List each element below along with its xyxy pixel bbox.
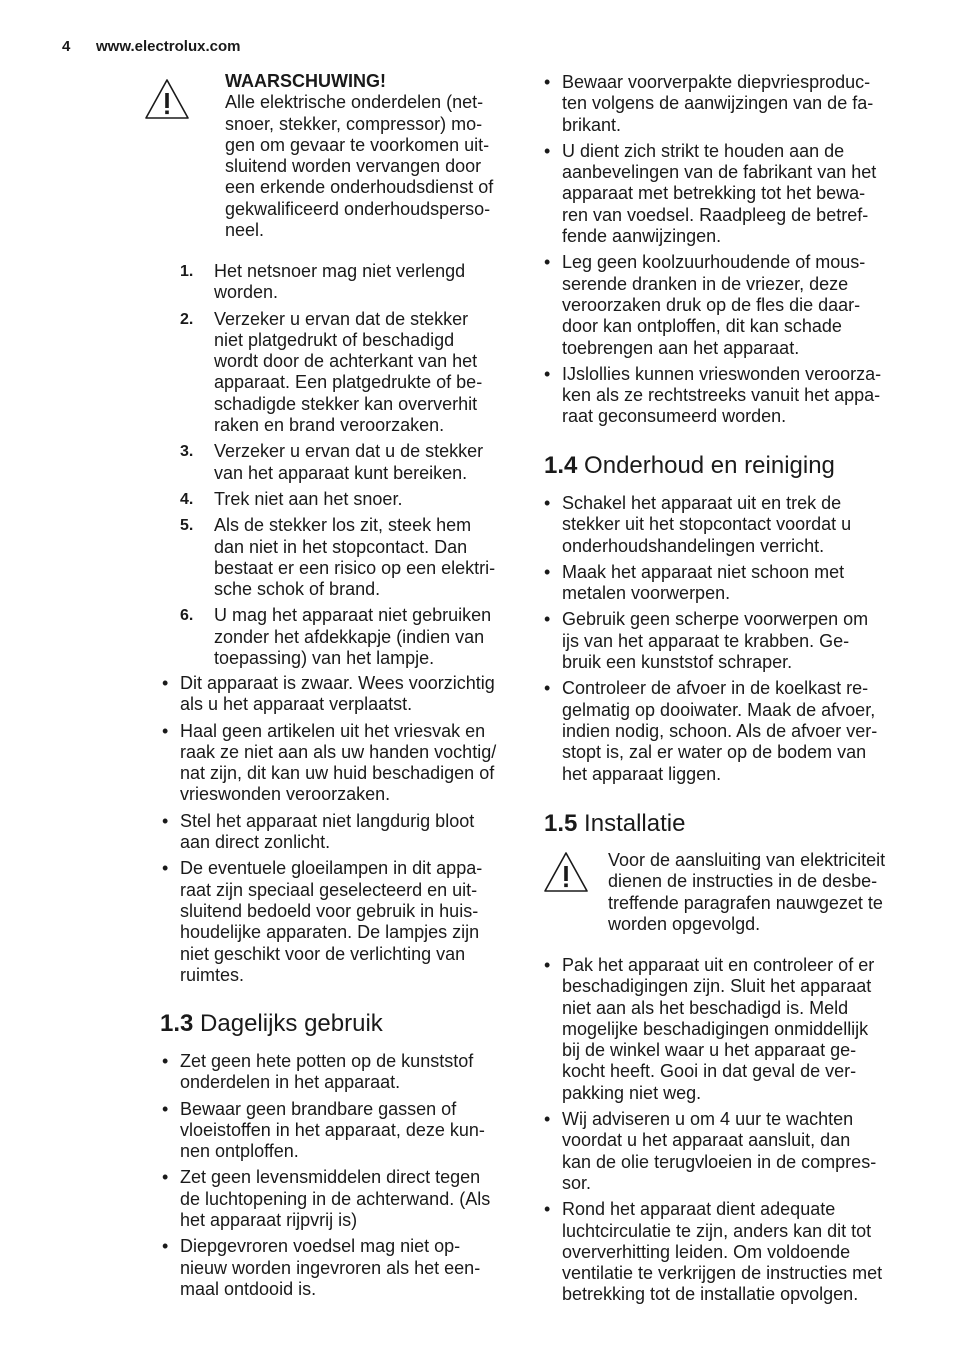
list-item: • De eventuele gloeilampen in dit appa- raat zijn speciaal geselecteerd en uit- sluitend bedoeld voor gebruik in huis- houdelijke apparaten. De lampjes zijn niet geschikt voor de verlichting van ruimtes. bbox=[158, 858, 515, 986]
site-url: www.electrolux.com bbox=[96, 38, 241, 55]
list-item: • Dit apparaat is zwaar. Wees voorzichtig als u het apparaat verplaatst. bbox=[158, 673, 515, 716]
text-line: apparaat. Een platgedrukte of be- bbox=[214, 372, 483, 393]
section-title-1-3 bbox=[160, 1010, 515, 1038]
text-line: zonder het afdekkapje (indien van bbox=[214, 626, 485, 647]
text-line: U mag het apparaat niet gebruiken bbox=[214, 605, 492, 626]
list-item: • Zet geen hete potten op de kunststof onderdelen in het apparaat. bbox=[158, 1051, 515, 1094]
text-line: De eventuele gloeilampen in dit appa- bbox=[180, 858, 483, 879]
text-line: stopt is, zal er water op de bodem van bbox=[562, 742, 867, 763]
text-line: voordat u het apparaat aansluit, dan bbox=[562, 1130, 851, 1151]
item-number: 2. bbox=[180, 310, 194, 328]
text-line: dienen de instructies in de desbe- bbox=[608, 871, 878, 892]
text-line: maal ontdooid is. bbox=[180, 1278, 317, 1299]
text-line: oververhitting leiden. Om voldoende bbox=[562, 1241, 851, 1262]
text-line: brikant. bbox=[562, 114, 622, 135]
text-line: ventilatie te verkrijgen de instructies met bbox=[562, 1263, 883, 1284]
item-number: 4. bbox=[180, 490, 194, 508]
list-item: • Rond het apparaat dient adequate luchtcirculatie te zijn, anders kan dit tot oververhitting leiden. Om voldoende ventilatie te verkrijgen de instructies met betrekking tot de installatie opvolgen. bbox=[540, 1199, 900, 1305]
text-line: worden. bbox=[214, 282, 279, 303]
list-item: • IJslollies kunnen vrieswonden veroorza- ken als ze rechtstreeks vanuit het appa- raat geconsumeerd worden. bbox=[540, 364, 900, 428]
text-line: aanbevelingen van de fabrikant van het bbox=[562, 162, 877, 183]
section-number: 1.4 bbox=[544, 452, 578, 479]
text-line: Controleer de afvoer in de koelkast re- bbox=[562, 678, 869, 699]
text-line: ken als ze rechtstreeks vanuit het appa- bbox=[562, 385, 881, 406]
item-number: 1. bbox=[180, 263, 194, 280]
section-title-1-5 bbox=[544, 810, 900, 838]
bullet-list-1-4 bbox=[540, 493, 900, 790]
text-line: Haal geen artikelen uit het vriesvak en bbox=[180, 720, 486, 741]
text-line: metalen voorwerpen. bbox=[562, 583, 731, 604]
bullet-list-1-3 bbox=[158, 1051, 515, 1305]
text-line: nat zijn, dit kan uw huid beschadigen of bbox=[180, 763, 495, 784]
page-header bbox=[62, 38, 241, 55]
item-number: 6. bbox=[180, 607, 194, 625]
list-item: • Diepgevroren voedsel mag niet op- nieuw worden ingevroren als het een- maal ontdooid is. bbox=[158, 1236, 515, 1300]
text-line: nieuw worden ingevroren als het een- bbox=[180, 1257, 481, 1278]
text-line: de luchtopening in de achterwand. (Als bbox=[180, 1188, 491, 1209]
text-line: dan niet in het stopcontact. Dan bbox=[214, 536, 468, 557]
text-line: sluitend worden vervangen door bbox=[225, 156, 482, 177]
text-line: kan de olie terugvloeien in de compres- bbox=[562, 1151, 877, 1172]
text-line: bruik een kunststof schraper. bbox=[562, 652, 793, 673]
text-line: raak ze niet aan als uw handen vochtig/ bbox=[180, 741, 497, 762]
text-line: Maak het apparaat niet schoon met bbox=[562, 561, 845, 582]
list-item bbox=[140, 309, 515, 437]
text-line: luchtcirculatie te zijn, anders kan dit tot bbox=[562, 1220, 872, 1241]
list-item: • Gebruik geen scherpe voorwerpen om ijs van het apparaat te krabben. Ge- bruik een kunststof schraper. bbox=[540, 609, 900, 673]
text-line: onderdelen in het apparaat. bbox=[180, 1072, 401, 1093]
list-item: • Schakel het apparaat uit en trek de stekker uit het stopcontact voordat u onderhoudshandelingen verricht. bbox=[540, 493, 900, 557]
list-item: • Haal geen artikelen uit het vriesvak en raak ze niet aan als uw handen vochtig/ nat zijn, dit kan uw huid beschadigen of vrieswonden veroorzaken. bbox=[158, 721, 515, 806]
text-line: Voor de aansluiting van elektriciteit bbox=[608, 850, 886, 870]
text-line: Zet geen hete potten op de kunststof bbox=[180, 1051, 474, 1071]
text-line: bij de winkel waar u het apparaat ge- bbox=[562, 1040, 857, 1061]
list-item bbox=[140, 441, 515, 484]
text-line: Het netsnoer mag niet verlengd bbox=[214, 261, 466, 281]
text-line: toepassing) van het lampje. bbox=[214, 648, 435, 669]
text-line: treffende paragrafen nauwgezet te bbox=[608, 892, 883, 913]
text-line: Schakel het apparaat uit en trek de bbox=[562, 493, 842, 513]
text-line: Alle elektrische onderdelen (net- bbox=[225, 92, 484, 113]
list-item: • Leg geen koolzuurhoudende of mous- serende dranken in de vriezer, deze veroorzaken druk op de fles die daar- door kan ontploffen, dit kan schade toebrengen aan het apparaat. bbox=[540, 252, 900, 358]
text-line: onderhoudshandelingen verricht. bbox=[562, 535, 825, 556]
text-line: Bewaar voorverpakte diepvriesproduc- bbox=[562, 72, 871, 92]
warning-triangle-icon bbox=[542, 850, 590, 894]
text-line: raken en brand veroorzaken. bbox=[214, 415, 445, 436]
bullet-list-right bbox=[540, 72, 900, 433]
list-item: • Maak het apparaat niet schoon met metalen voorwerpen. bbox=[540, 562, 900, 605]
section-number: 1.3 bbox=[160, 1010, 194, 1037]
text-line: bestaat er een risico op een elektri- bbox=[214, 557, 496, 578]
text-line: Stel het apparaat niet langdurig bloot bbox=[180, 810, 475, 831]
page-number: 4 bbox=[62, 38, 71, 55]
list-item: • Stel het apparaat niet langdurig bloot aan direct zonlicht. bbox=[158, 811, 515, 854]
text-line: ijs van het apparaat te krabben. Ge- bbox=[562, 630, 850, 651]
section-heading: Installatie bbox=[584, 810, 686, 837]
text-line: wordt door de achterkant van het bbox=[214, 351, 478, 372]
text-line: het apparaat liggen. bbox=[562, 763, 722, 784]
text-line: indien nodig, schoon. Als de afvoer ver- bbox=[562, 720, 878, 741]
text-line: aan direct zonlicht. bbox=[180, 832, 331, 853]
text-line: door kan ontploffen, dit kan schade bbox=[562, 316, 842, 337]
text-line: Leg geen koolzuurhoudende of mous- bbox=[562, 252, 866, 273]
text-line: Pak het apparaat uit en controleer of er bbox=[562, 955, 875, 975]
list-item bbox=[140, 261, 515, 304]
section-title-1-4 bbox=[544, 452, 900, 480]
text-line: Rond het apparaat dient adequate bbox=[562, 1199, 836, 1220]
text-line: Als de stekker los zit, steek hem bbox=[214, 515, 472, 536]
text-line: vrieswonden veroorzaken. bbox=[180, 784, 391, 805]
text-line: gelmatig op dooiwater. Maak de afvoer, bbox=[562, 699, 876, 720]
text-line: sche schok of brand. bbox=[214, 579, 381, 600]
text-line: neel. bbox=[225, 220, 265, 241]
text-line: U dient zich strikt te houden aan de bbox=[562, 140, 845, 161]
item-number: 5. bbox=[180, 517, 194, 535]
text-line: als u het apparaat verplaatst. bbox=[180, 694, 413, 715]
list-item bbox=[140, 489, 515, 510]
text-line: worden opgevolgd. bbox=[608, 913, 761, 934]
text-line: snoer, stekker, compressor) mo- bbox=[225, 113, 483, 134]
list-item: • Pak het apparaat uit en controleer of er beschadigingen zijn. Sluit het apparaat niet aan als het beschadigd is. Meld mogelijke beschadigingen onmiddellijk bij de winkel waar u het apparaat ge- kocht heeft. Gooi in dat geval de ver- pakking niet weg. bbox=[540, 955, 900, 1104]
list-item: • Bewaar geen brandbare gassen of vloeistoffen in het apparaat, deze kun- nen ontploffen. bbox=[158, 1099, 515, 1163]
numbered-list bbox=[140, 261, 515, 674]
text-line: Wij adviseren u om 4 uur te wachten bbox=[562, 1109, 854, 1130]
warning-block bbox=[225, 71, 525, 241]
warning-title: WAARSCHUWING! bbox=[225, 71, 386, 91]
text-line: IJslollies kunnen vrieswonden veroorza- bbox=[562, 363, 882, 384]
text-line: van het apparaat kunt bereiken. bbox=[214, 462, 468, 483]
text-line: ruimtes. bbox=[180, 964, 245, 985]
text-line: fende aanwijzingen. bbox=[562, 226, 722, 247]
text-line: niet platgedrukt of beschadigd bbox=[214, 329, 455, 350]
text-line: Gebruik geen scherpe voorwerpen om bbox=[562, 609, 869, 630]
bullet-list-1-5 bbox=[540, 955, 900, 1311]
text-line: sluitend bedoeld voor gebruik in huis- bbox=[180, 900, 479, 921]
text-line: gekwalificeerd onderhoudsperso- bbox=[225, 198, 491, 219]
text-line: veroorzaken druk op de fles die daar- bbox=[562, 294, 861, 315]
text-line: raat zijn speciaal geselecteerd en uit- bbox=[180, 879, 478, 900]
list-item: • Zet geen levensmiddelen direct tegen de luchtopening in de achterwand. (Als het apparaat rijpvrij is) bbox=[158, 1167, 515, 1231]
text-line: niet geschikt voor de verlichting van bbox=[180, 943, 466, 964]
text-line: Trek niet aan het snoer. bbox=[214, 488, 403, 509]
text-line: serende dranken in de vriezer, deze bbox=[562, 273, 849, 294]
section-heading: Dagelijks gebruik bbox=[200, 1010, 383, 1037]
list-item: • Bewaar voorverpakte diepvriesproduc- ten volgens de aanwijzingen van de fa- brikant. bbox=[540, 72, 900, 136]
text-line: Zet geen levensmiddelen direct tegen bbox=[180, 1167, 481, 1188]
text-line: nen ontploffen. bbox=[180, 1141, 299, 1162]
text-line: gen om gevaar te voorkomen uit- bbox=[225, 134, 490, 155]
text-line: schadigde stekker kan oververhit bbox=[214, 393, 478, 414]
text-line: het apparaat rijpvrij is) bbox=[180, 1210, 358, 1231]
text-line: mogelijke beschadigingen onmiddellijk bbox=[562, 1018, 869, 1039]
text-line: beschadigingen zijn. Sluit het apparaat bbox=[562, 976, 872, 997]
text-line: raat geconsumeerd worden. bbox=[562, 406, 787, 427]
section-heading: Onderhoud en reiniging bbox=[584, 452, 835, 479]
text-line: Dit apparaat is zwaar. Wees voorzichtig bbox=[180, 673, 495, 693]
list-item bbox=[140, 605, 515, 669]
text-line: pakking niet weg. bbox=[562, 1082, 702, 1103]
text-line: sor. bbox=[562, 1172, 592, 1193]
text-line: kocht heeft. Gooi in dat geval de ver- bbox=[562, 1061, 857, 1082]
warning-text bbox=[225, 92, 525, 241]
text-line: toebrengen aan het apparaat. bbox=[562, 337, 800, 358]
text-line: ren van voedsel. Raadpleeg de betref- bbox=[562, 204, 869, 225]
text-line: Bewaar geen brandbare gassen of bbox=[180, 1098, 457, 1119]
text-line: houdelijke apparaten. De lampjes zijn bbox=[180, 922, 480, 943]
list-item: • Controleer de afvoer in de koelkast re- gelmatig op dooiwater. Maak de afvoer, indien nodig, schoon. Als de afvoer ver- stopt is, zal er water op de bodem van het apparaat liggen. bbox=[540, 678, 900, 784]
installation-warning-text bbox=[608, 850, 910, 935]
text-line: apparaat met betrekking tot het bewa- bbox=[562, 183, 866, 204]
item-number: 3. bbox=[180, 443, 194, 461]
text-line: ten volgens de aanwijzingen van de fa- bbox=[562, 93, 874, 114]
text-line: stekker uit het stopcontact voordat u bbox=[562, 514, 852, 535]
text-line: vloeistoffen in het apparaat, deze kun- bbox=[180, 1119, 485, 1140]
text-line: een erkende onderhoudsdienst of bbox=[225, 177, 494, 198]
bullet-list bbox=[158, 673, 515, 991]
text-line: Verzeker u ervan dat u de stekker bbox=[214, 441, 484, 462]
warning-triangle-icon bbox=[143, 77, 191, 121]
list-item: • Wij adviseren u om 4 uur te wachten voordat u het apparaat aansluit, dan kan de olie terugvloeien in de compres- sor. bbox=[540, 1109, 900, 1194]
text-line: niet aan als het beschadigd is. Meld bbox=[562, 997, 849, 1018]
text-line: betrekking tot de installatie opvolgen. bbox=[562, 1284, 859, 1305]
list-item: • U dient zich strikt te houden aan de aanbevelingen van de fabrikant van het apparaat met betrekking tot het bewa- ren van voedsel. Raadpleeg de betref- fende aanwijzingen. bbox=[540, 141, 900, 247]
text-line: Verzeker u ervan dat de stekker bbox=[214, 308, 469, 329]
list-item bbox=[140, 515, 515, 600]
section-number: 1.5 bbox=[544, 810, 578, 837]
text-line: Diepgevroren voedsel mag niet op- bbox=[180, 1236, 461, 1257]
